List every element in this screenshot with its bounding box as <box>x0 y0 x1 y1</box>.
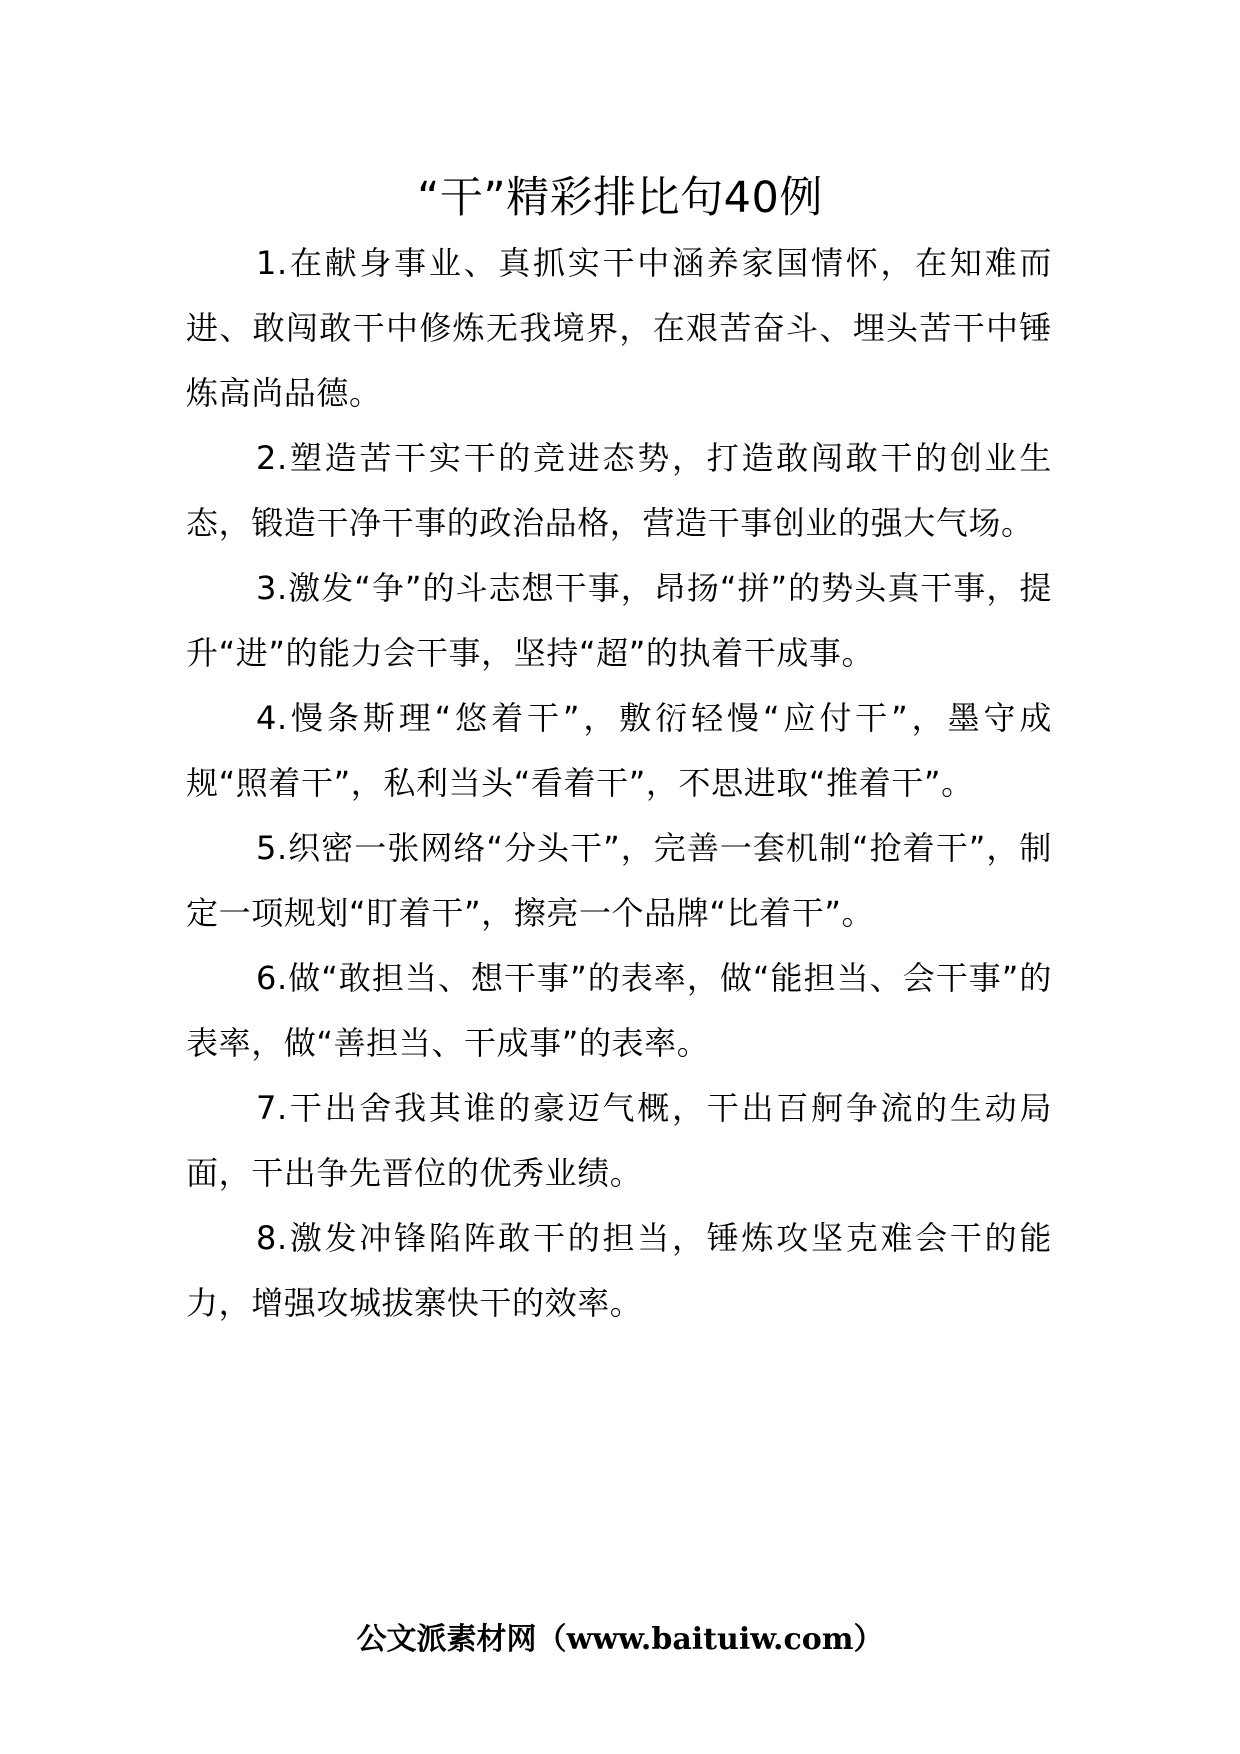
paragraph-7: 7.干出舍我其谁的豪迈气概，干出百舸争流的生动局面，干出争先晋位的优秀业绩。 <box>186 1089 1052 1192</box>
paragraph-2: 2.塑造苦干实干的竞进态势，打造敢闯敢干的创业生态，锻造干净干事的政治品格，营造干事创业的强大气场。 <box>186 439 1052 542</box>
paragraph-3: 3.激发“争”的斗志想干事，昂扬“拼”的势头真干事，提升“进”的能力会干事，坚持“超”的执着干成事。 <box>186 569 1052 672</box>
footer-source: 公文派素材网（www.baituiw.com） <box>356 1622 884 1657</box>
paragraph-5: 5.织密一张网络“分头干”，完善一套机制“抢着干”，制定一项规划“盯着干”，擦亮一个品牌“比着干”。 <box>186 829 1052 932</box>
paragraph-4: 4.慢条斯理“悠着干”，敷衍轻慢“应付干”，墨守成规“照着干”，私利当头“看着干”，不思进取“推着干”。 <box>186 699 1052 802</box>
document-body <box>186 231 1052 1336</box>
paragraph-1: 1.在献身事业、真抓实干中涵养家国情怀，在知难而进、敢闯敢干中修炼无我境界，在艰苦奋斗、埋头苦干中锤炼高尚品德。 <box>186 244 1052 412</box>
paragraph-8: 8.激发冲锋陷阵敢干的担当，锤炼攻坚克难会干的能力，增强攻城拔寨快干的效率。 <box>186 1219 1052 1322</box>
document-title: “干”精彩排比句40例 <box>417 173 823 223</box>
paragraph-6: 6.做“敢担当、想干事”的表率，做“能担当、会干事”的表率，做“善担当、干成事”的表率。 <box>186 959 1052 1062</box>
